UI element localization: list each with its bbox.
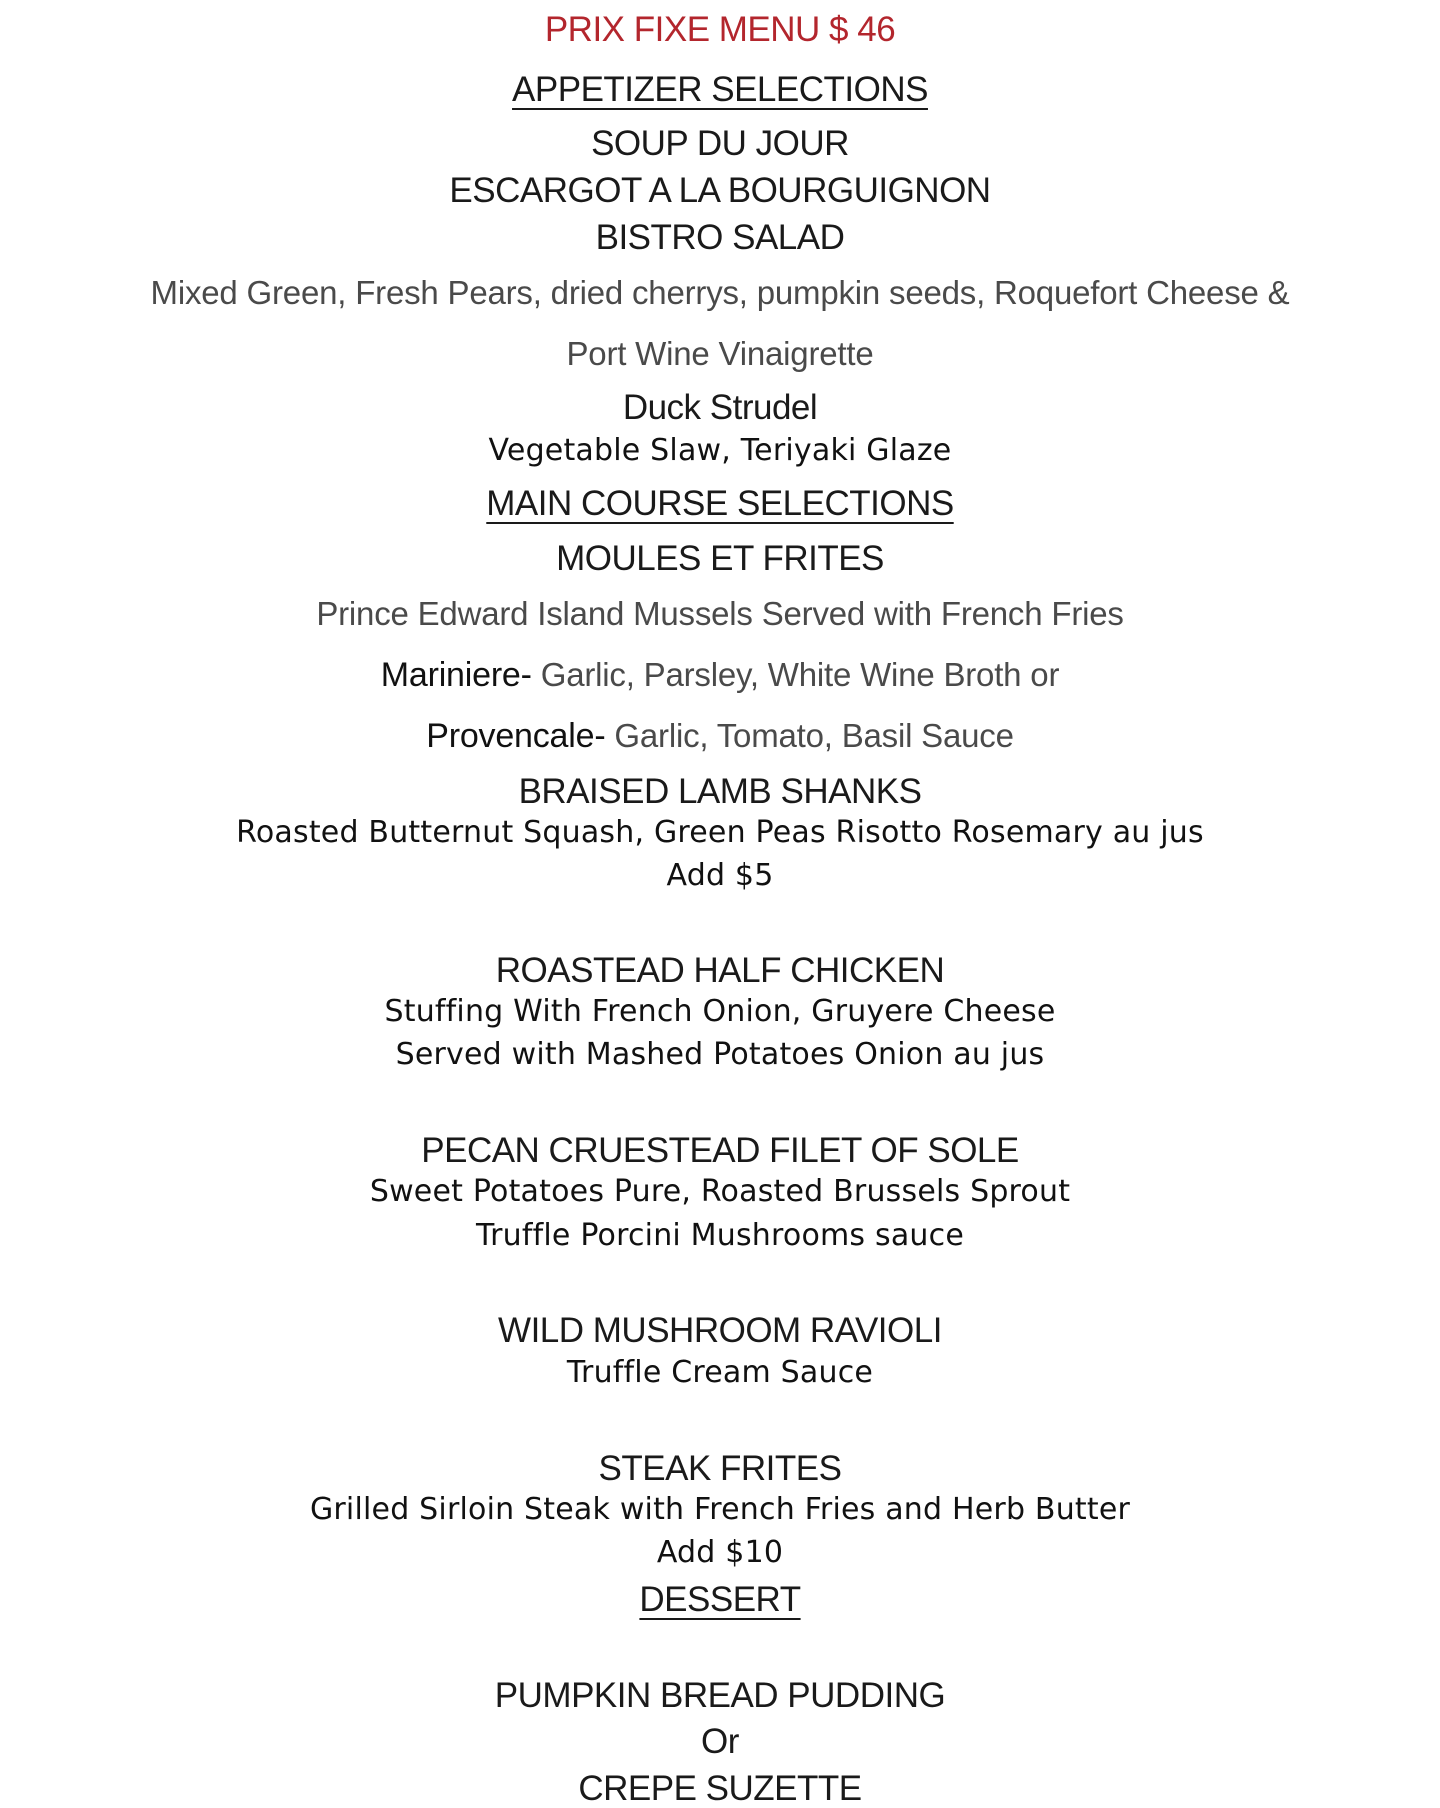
main-item-ravioli: WILD MUSHROOM RAVIOLI — [498, 1311, 942, 1350]
appetizer-item-salad: BISTRO SALAD — [595, 218, 845, 257]
steak-add-price: Add $10 — [656, 1535, 784, 1570]
salad-description-line-2: Port Wine Vinaigrette — [566, 335, 874, 372]
moules-option-mariniere — [0, 658, 1440, 692]
moules-option-provencale — [0, 719, 1440, 753]
mariniere-detail: Garlic, Parsley, White Wine Broth or — [540, 656, 1060, 693]
dessert-item-crepe-suzette: CREPE SUZETTE — [578, 1769, 862, 1808]
chicken-description-line-1: Stuffing With French Onion, Gruyere Cheese — [384, 994, 1056, 1029]
menu-title: PRIX FIXE MENU $ 46 — [544, 10, 896, 49]
moules-description: Prince Edward Island Mussels Served with French Fries — [316, 595, 1124, 632]
mariniere-label: Mariniere- — [380, 656, 532, 694]
appetizer-heading: APPETIZER SELECTIONS — [512, 70, 928, 109]
dessert-heading: DESSERT — [639, 1580, 801, 1619]
appetizer-item-escargot: ESCARGOT A LA BOURGUIGNON — [449, 171, 991, 210]
provencale-label: Provencale- — [426, 717, 606, 755]
salad-description-line-1: Mixed Green, Fresh Pears, dried cherrys, pumpkin seeds, Roquefort Cheese & — [150, 274, 1290, 311]
dessert-connector-or: Or — [701, 1722, 739, 1761]
provencale-detail: Garlic, Tomato, Basil Sauce — [614, 717, 1014, 754]
lamb-add-price: Add $5 — [666, 858, 774, 893]
lamb-description: Roasted Butternut Squash, Green Peas Risotto Rosemary au jus — [236, 815, 1204, 850]
main-course-heading: MAIN COURSE SELECTIONS — [486, 484, 954, 523]
main-item-sole: PECAN CRUESTEAD FILET OF SOLE — [421, 1131, 1019, 1170]
sole-description-line-1: Sweet Potatoes Pure, Roasted Brussels Sprout — [369, 1174, 1071, 1209]
ravioli-description: Truffle Cream Sauce — [566, 1355, 874, 1390]
duck-strudel-description: Vegetable Slaw, Teriyaki Glaze — [488, 433, 952, 468]
dessert-item-bread-pudding: PUMPKIN BREAD PUDDING — [494, 1676, 946, 1715]
main-item-lamb: BRAISED LAMB SHANKS — [518, 772, 922, 811]
appetizer-item-soup: SOUP DU JOUR — [591, 124, 849, 163]
main-item-steak: STEAK FRITES — [598, 1449, 842, 1488]
sole-description-line-2: Truffle Porcini Mushrooms sauce — [476, 1218, 964, 1253]
main-item-moules: MOULES ET FRITES — [556, 539, 884, 578]
steak-description: Grilled Sirloin Steak with French Fries and Herb Butter — [309, 1492, 1131, 1527]
chicken-description-line-2: Served with Mashed Potatoes Onion au jus — [395, 1037, 1045, 1072]
appetizer-item-duck-strudel: Duck Strudel — [622, 388, 818, 427]
main-item-chicken: ROASTEAD HALF CHICKEN — [495, 951, 945, 990]
